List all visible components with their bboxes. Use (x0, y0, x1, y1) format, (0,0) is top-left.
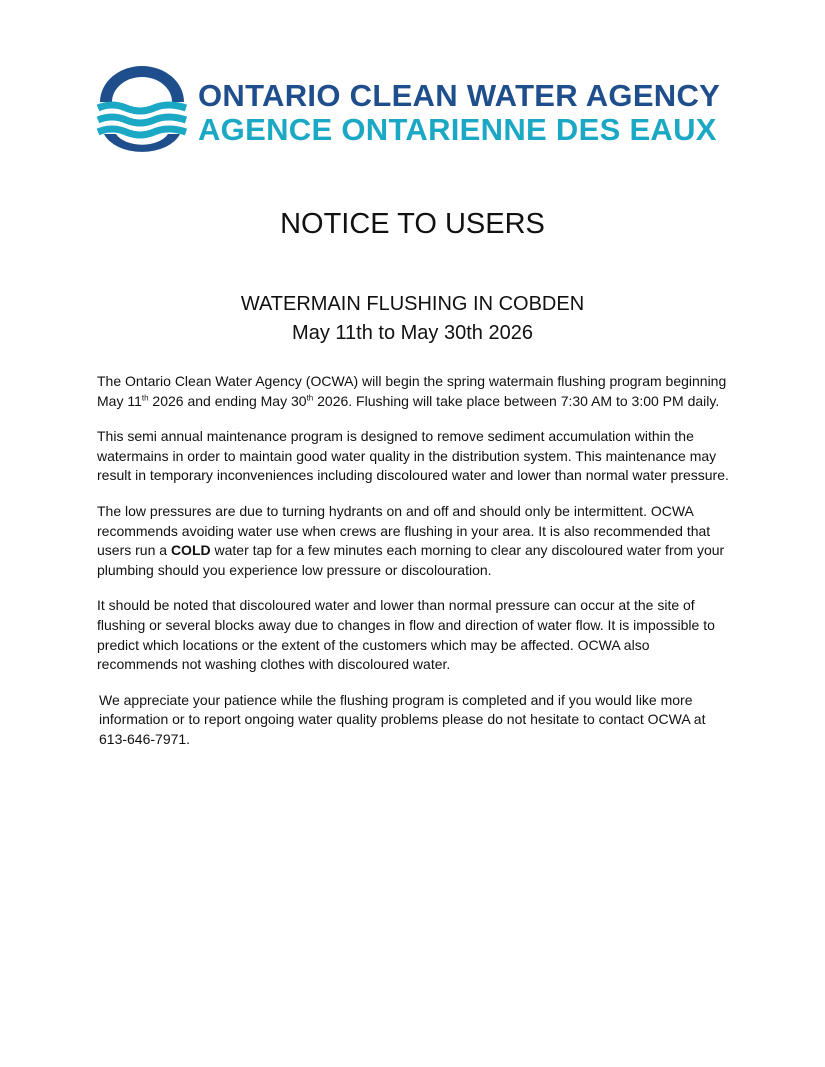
paragraph-schedule-part-a: The Ontario Clean Water Agency (OCWA) will begin the spring watermain flushing program beginning May 11 (97, 373, 727, 409)
ocwa-logo (96, 64, 736, 160)
notice-subtitle (0, 290, 825, 348)
subtitle-event: WATERMAIN FLUSHING IN COBDEN (240, 293, 585, 315)
notice-title: NOTICE TO USERS (280, 208, 545, 240)
paragraph-discolouration: It should be noted that discoloured water and lower than normal pressure can occur at the site of flushing or several blocks away due to changes in flow and direction of water flow. It is impossible to predict which locations or the extent of the customers which may be affected. OCWA also recommends not washing clothes with discoloured water. (97, 597, 715, 673)
paragraph-schedule (97, 372, 729, 411)
paragraph-pressure-part-a: The low pressures are due to turning hydrants on and off and should only be intermittent. OCWA recommends avoiding water use when crews are flushing in your area. It is also recommended that users run a (97, 502, 711, 559)
paragraph-schedule-part-b: 2026 and ending May 30 (148, 392, 307, 409)
paragraph-contact: We appreciate your patience while the flushing program is completed and if you would like more information or to report ongoing water quality problems please do not hesitate to contact OCWA at 613-646-7971. (99, 691, 706, 747)
notice-body (97, 372, 729, 766)
ordinal-suffix: th (141, 392, 149, 402)
cold-emphasis: COLD (170, 542, 211, 559)
ordinal-suffix: th (306, 392, 314, 402)
water-wave-logo-icon (96, 64, 188, 160)
paragraph-purpose: This semi annual maintenance program is designed to remove sediment accumulation within the watermains in order to maintain good water quality in the distribution system. This maintenance may result in temporary inconveniences including discoloured water and lower than normal water pressure. (97, 428, 729, 484)
org-name-english: ONTARIO CLEAN WATER AGENCY (198, 78, 721, 113)
paragraph-pressure-part-b: water tap for a few minutes each morning to clear any discoloured water from your plumbing should you experience low pressure or discolouration. (97, 542, 725, 578)
paragraph-schedule-part-c: 2026. Flushing will take place between 7:30 AM to 3:00 PM daily. (313, 392, 720, 409)
paragraph-pressure (97, 502, 729, 580)
subtitle-dates: May 11th to May 30th 2026 (292, 322, 533, 344)
org-name-french: AGENCE ONTARIENNE DES EAUX (198, 112, 717, 147)
